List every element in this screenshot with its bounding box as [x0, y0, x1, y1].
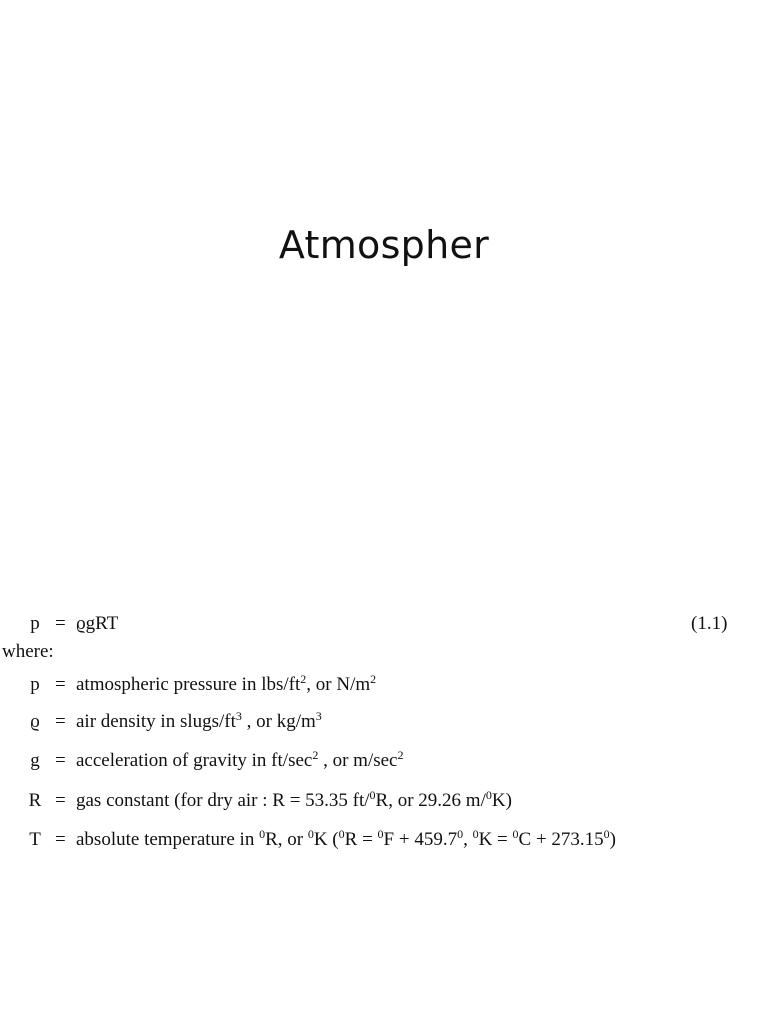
equals-sign: = [55, 829, 66, 850]
definition-symbol: R [28, 790, 42, 811]
equation-rhs: ϱgRT [76, 613, 119, 634]
equals-sign: = [55, 711, 66, 732]
definition-symbol: p [30, 674, 40, 695]
definition-symbol: T [29, 829, 41, 850]
equals-sign: = [55, 790, 66, 811]
definition-row [0, 710, 768, 734]
equation-lhs: p [30, 613, 40, 634]
definition-symbol: ϱ [30, 711, 40, 732]
definition-row [0, 673, 768, 697]
equals-sign: = [55, 613, 66, 634]
definition-symbol: g [30, 750, 40, 771]
equals-sign: = [55, 674, 66, 695]
definition-text: air density in slugs/$ft^3$ , or $kg/m^3$ [76, 709, 322, 732]
definition-row [0, 749, 768, 773]
definition-text: acceleration of gravity in $ft/\sec^2$ , or $m/\sec^2$ [76, 748, 404, 771]
definition-text: absolute temperature in $^0$R, or $^0$K ($^0R = ^0F + 459.7^0$, $^0K = ^0C + 273.15^0$) [76, 827, 616, 850]
definition-text: atmospheric pressure in lbs/$ft^2$, or $N/m^2$ [76, 672, 377, 695]
equation-number: (1.1) [691, 613, 728, 634]
slide-title: Atmospher [278, 223, 490, 267]
main-equation [0, 612, 768, 636]
where-label: where: [2, 641, 54, 662]
definition-text: gas constant (for dry air : R = 53.35 ft/$^0$R, or 29.26 m/$^0$K) [76, 788, 512, 811]
definition-row [0, 789, 768, 813]
definition-row [0, 828, 768, 852]
equals-sign: = [55, 750, 66, 771]
